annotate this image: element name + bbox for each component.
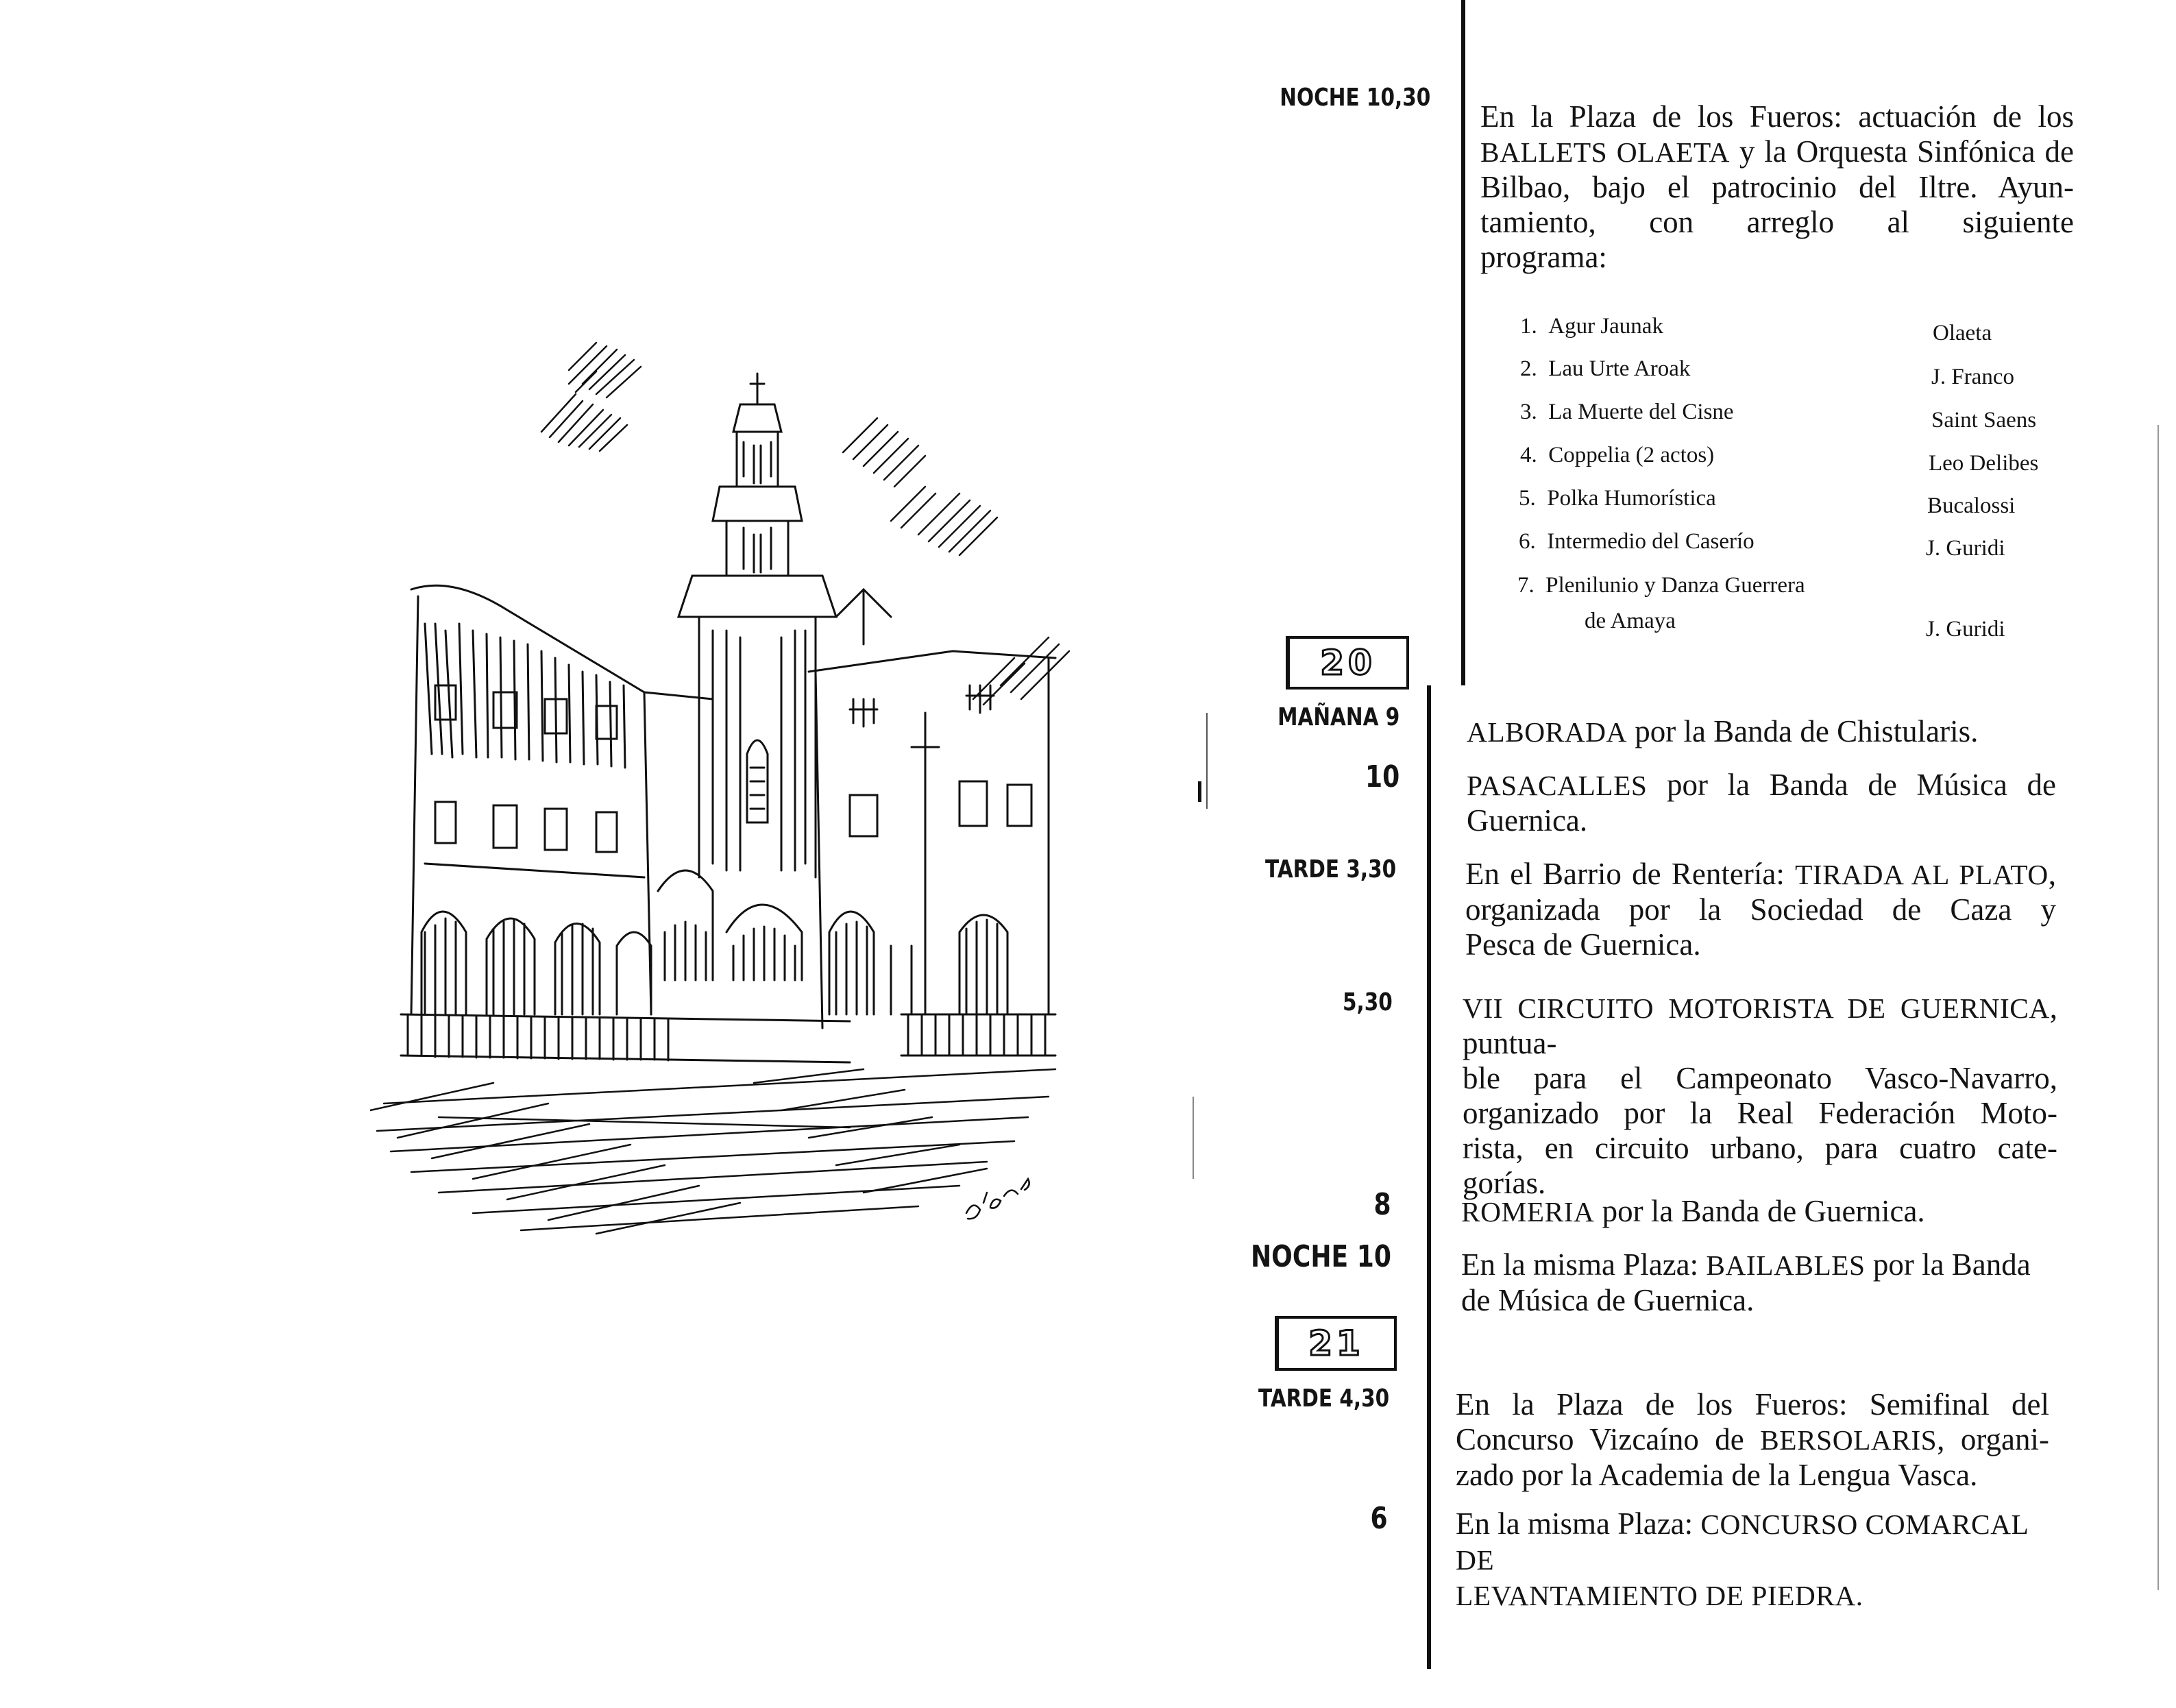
- event-levantamiento-piedra: En la misma Plaza: CONCURSO COMARCAL DE LEVANTAMIENTO DE PIEDRA.: [1456, 1506, 2028, 1611]
- time-manana-9: MAÑANA 9: [1277, 703, 1399, 731]
- day-20-number: 20: [1320, 643, 1376, 683]
- gutter-mark: [1198, 781, 1201, 802]
- event-circuito-motorista: VII CIRCUITO MOTORISTA DE GUERNICA, puntua- ble para el Campeonato Vasco-Navarro, organizado por la Real Federación Moto- rista, en circuito urbano, para cuatro cate- gorías.: [1463, 990, 2057, 1200]
- time-tarde-330: TARDE 3,30: [1264, 855, 1396, 883]
- programme-composer: J. Guridi: [1926, 536, 2005, 561]
- gutter-mark: [1193, 1097, 1194, 1179]
- event-bersolaris: En la Plaza de los Fueros: Semifinal del Concurso Vizcaíno de BERSOLARIS, organi- zado por la Academia de la Lengua Vasca.: [1456, 1387, 2049, 1492]
- right-building: [809, 651, 1055, 1028]
- artist-signature: [966, 1179, 1029, 1219]
- event-ballets-olaeta: En la Plaza de los Fueros: actuación de los BALLETS OLAETA y la Orquesta Sinfónica de Bilbao, bajo el patrocinio del Iltre. Ayun- tamiento, con arreglo al siguiente programa:: [1480, 99, 2074, 274]
- time-8: 8: [1373, 1187, 1391, 1222]
- time-noche-10: NOCHE 10: [1251, 1239, 1391, 1274]
- day-20-box: [1286, 636, 1409, 690]
- column-rule-bottom: [1427, 685, 1431, 1669]
- programme-item: 5. Polka Humorística: [1519, 486, 1716, 511]
- programme-composer: Olaeta: [1933, 321, 1992, 345]
- time-530: 5,30: [1343, 988, 1393, 1016]
- programme-composer: J. Guridi: [1926, 617, 2005, 642]
- church-tower: [679, 374, 891, 877]
- time-6: 6: [1370, 1501, 1388, 1536]
- left-building: [411, 585, 802, 1014]
- programme-composer: Leo Delibes: [1929, 451, 2039, 476]
- balustrade: [401, 1014, 1055, 1062]
- event-tirada-al-plato: En el Barrio de Rentería: TIRADA AL PLATO, organizada por la Sociedad de Caza y Pesca de Guernica.: [1465, 857, 2056, 962]
- programme-composer: J. Franco: [1931, 365, 2014, 389]
- programme-item: 1. Agur Jaunak: [1520, 314, 1663, 339]
- plaza-ground: [370, 1069, 1055, 1234]
- programme-item: 3. La Muerte del Cisne: [1520, 400, 1734, 424]
- programme-item: 6. Intermedio del Caserío: [1519, 529, 1755, 554]
- programme-item-cont: de Amaya: [1585, 609, 1676, 633]
- plaza-illustration: [370, 329, 1097, 1247]
- programme-item: 7. Plenilunio y Danza Guerrera: [1517, 573, 1805, 598]
- column-rule-top: [1461, 0, 1465, 685]
- time-10: 10: [1365, 759, 1399, 794]
- programme-composer: Saint Saens: [1931, 408, 2037, 432]
- day-21-number: 21: [1308, 1323, 1365, 1363]
- event-romeria: ROMERIA por la Banda de Guernica.: [1461, 1194, 1925, 1228]
- programme-composer: Bucalossi: [1927, 493, 2016, 518]
- event-alborada: ALBORADA por la Banda de Chistularis.: [1467, 714, 1979, 748]
- time-noche-1030: NOCHE 10,30: [1280, 84, 1430, 112]
- programme-item: 2. Lau Urte Aroak: [1520, 356, 1691, 381]
- event-bailables: En la misma Plaza: BAILABLES por la Banda de Música de Guernica.: [1461, 1247, 2031, 1317]
- programme-item: 4. Coppelia (2 actos): [1520, 443, 1715, 467]
- time-tarde-430: TARDE 4,30: [1258, 1384, 1389, 1413]
- day-21-box: [1275, 1316, 1397, 1371]
- gutter-mark: [1206, 713, 1208, 809]
- right-edge-mark: [2157, 425, 2159, 1590]
- event-pasacalles: PASACALLES por la Banda de Música de Guernica.: [1467, 768, 2056, 838]
